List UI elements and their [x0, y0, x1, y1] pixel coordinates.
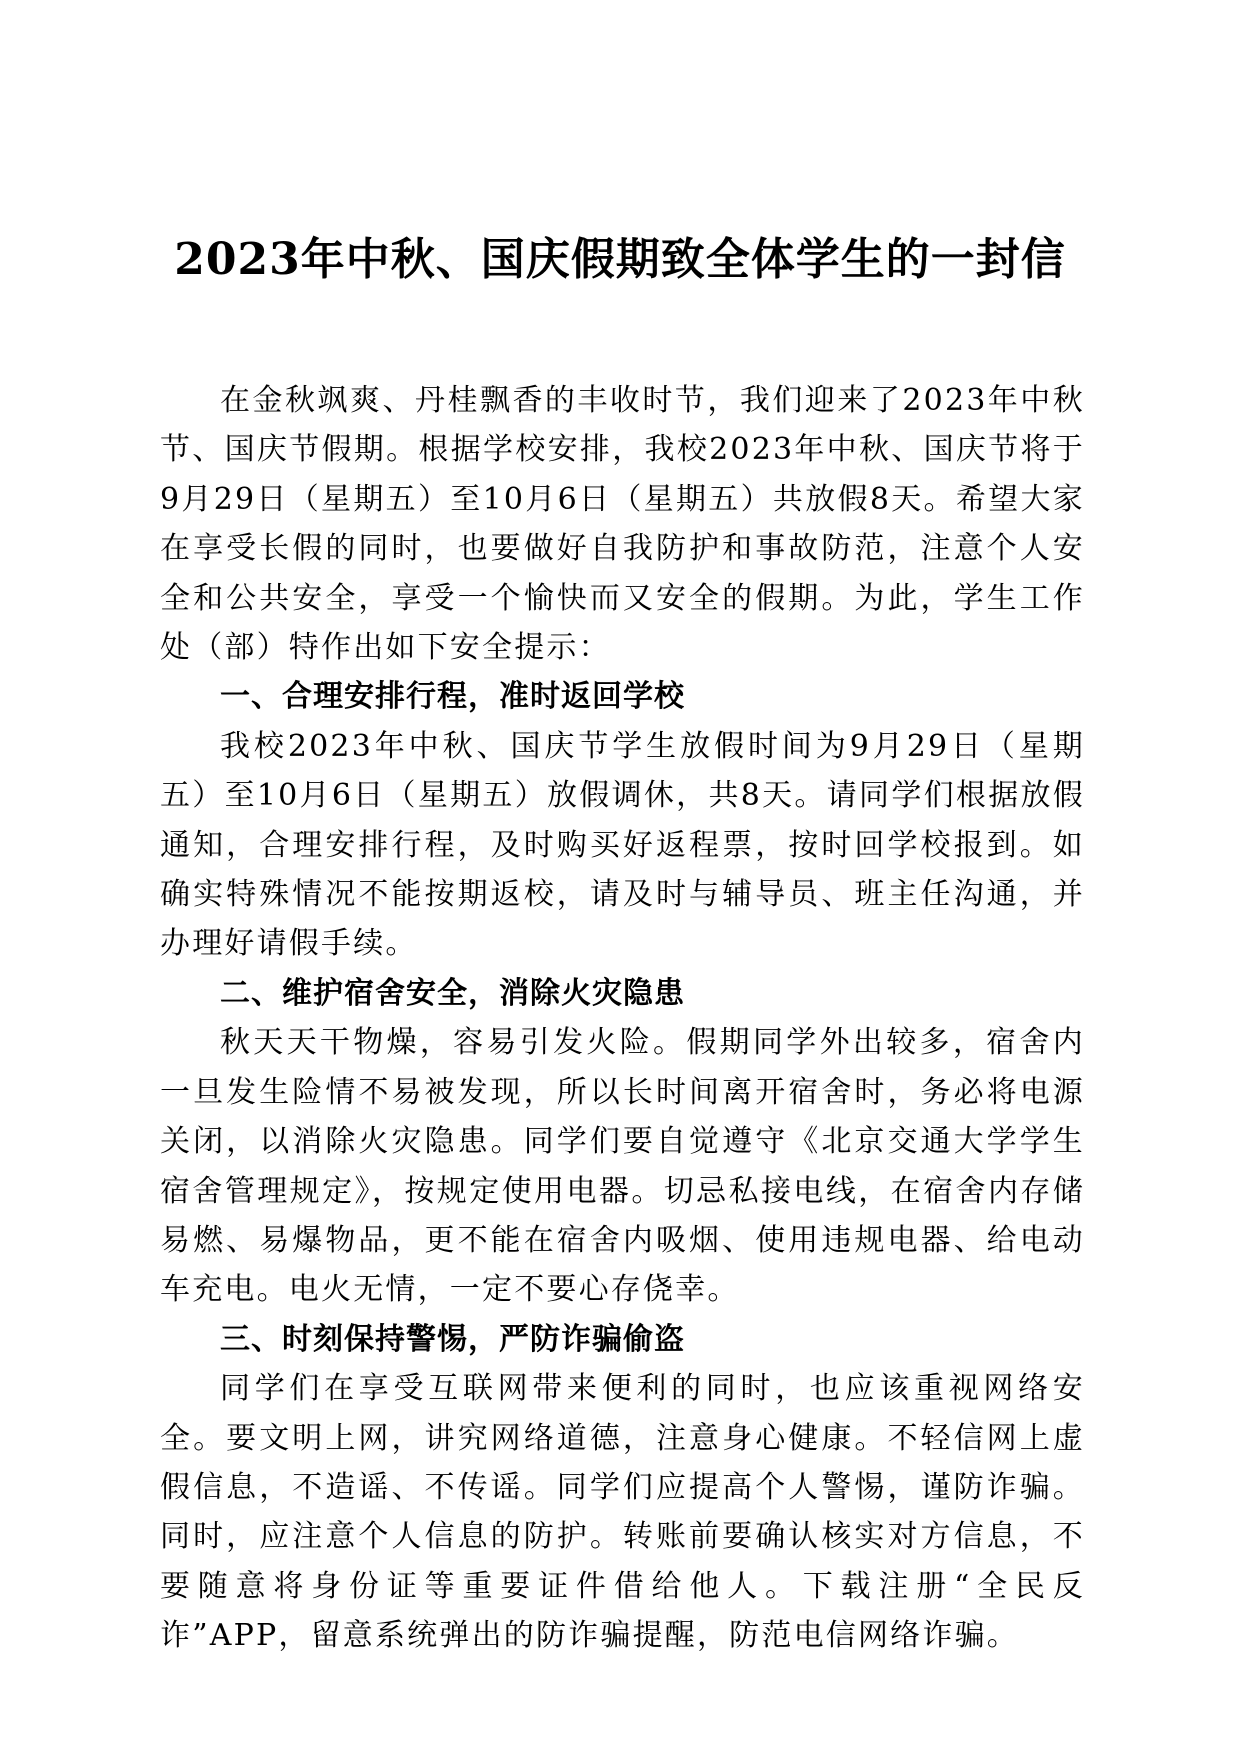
section-paragraph-3: 同学们在享受互联网带来便利的同时，也应该重视网络安全。要文明上网，讲究网络道德，注意身心健康。不轻信网上虚假信息，不造谣、不传谣。同学们应提高个人警惕，谨防诈骗。同时，应注意个人信息的防护。转账前要确认核实对方信息，不要随意将身份证等重要证件借给他人。下载注册“全民反诈”APP，留意系统弹出的防诈骗提醒，防范电信网络诈骗。 — [160, 1371, 1085, 1654]
section-paragraph-2: 秋天天干物燥，容易引发火险。假期同学外出较多，宿舍内一旦发生险情不易被发现，所以长时间离开宿舍时，务必将电源关闭，以消除火灾隐患。同学们要自觉遵守《北京交通大学学生宿舍管理规定》，按规定使用电器。切忌私接电线，在宿舍内存储易燃、易爆物品，更不能在宿舍内吸烟、使用违规电器、给电动车充电。电火无情，一定不要心存侥幸。 — [160, 1025, 1085, 1308]
document-title: 2023年中秋、国庆假期致全体学生的一封信 — [174, 234, 1066, 285]
section-heading-3: 三、时刻保持警惕，严防诈骗偷盗 — [220, 1321, 685, 1357]
section-heading-2: 二、维护宿舍安全，消除火灾隐患 — [220, 975, 685, 1011]
section-paragraph-1: 我校2023年中秋、国庆节学生放假时间为9月29日（星期五）至10月6日（星期五）放假调休，共8天。请同学们根据放假通知，合理安排行程，及时购买好返程票，按时回学校报到。如确实特殊情况不能按期返校，请及时与辅导员、班主任沟通，并办理好请假手续。 — [160, 728, 1085, 962]
section-heading-1: 一、合理安排行程，准时返回学校 — [220, 679, 685, 715]
document-body — [160, 376, 1085, 1661]
intro-paragraph: 在金秋飒爽、丹桂飘香的丰收时节，我们迎来了2023年中秋节、国庆节假期。根据学校安排，我校2023年中秋、国庆节将于9月29日（星期五）至10月6日（星期五）共放假8天。希望大家在享受长假的同时，也要做好自我防护和事故防范，注意个人安全和公共安全，享受一个愉快而又安全的假期。为此，学生工作处（部）特作出如下安全提示： — [160, 383, 1085, 666]
